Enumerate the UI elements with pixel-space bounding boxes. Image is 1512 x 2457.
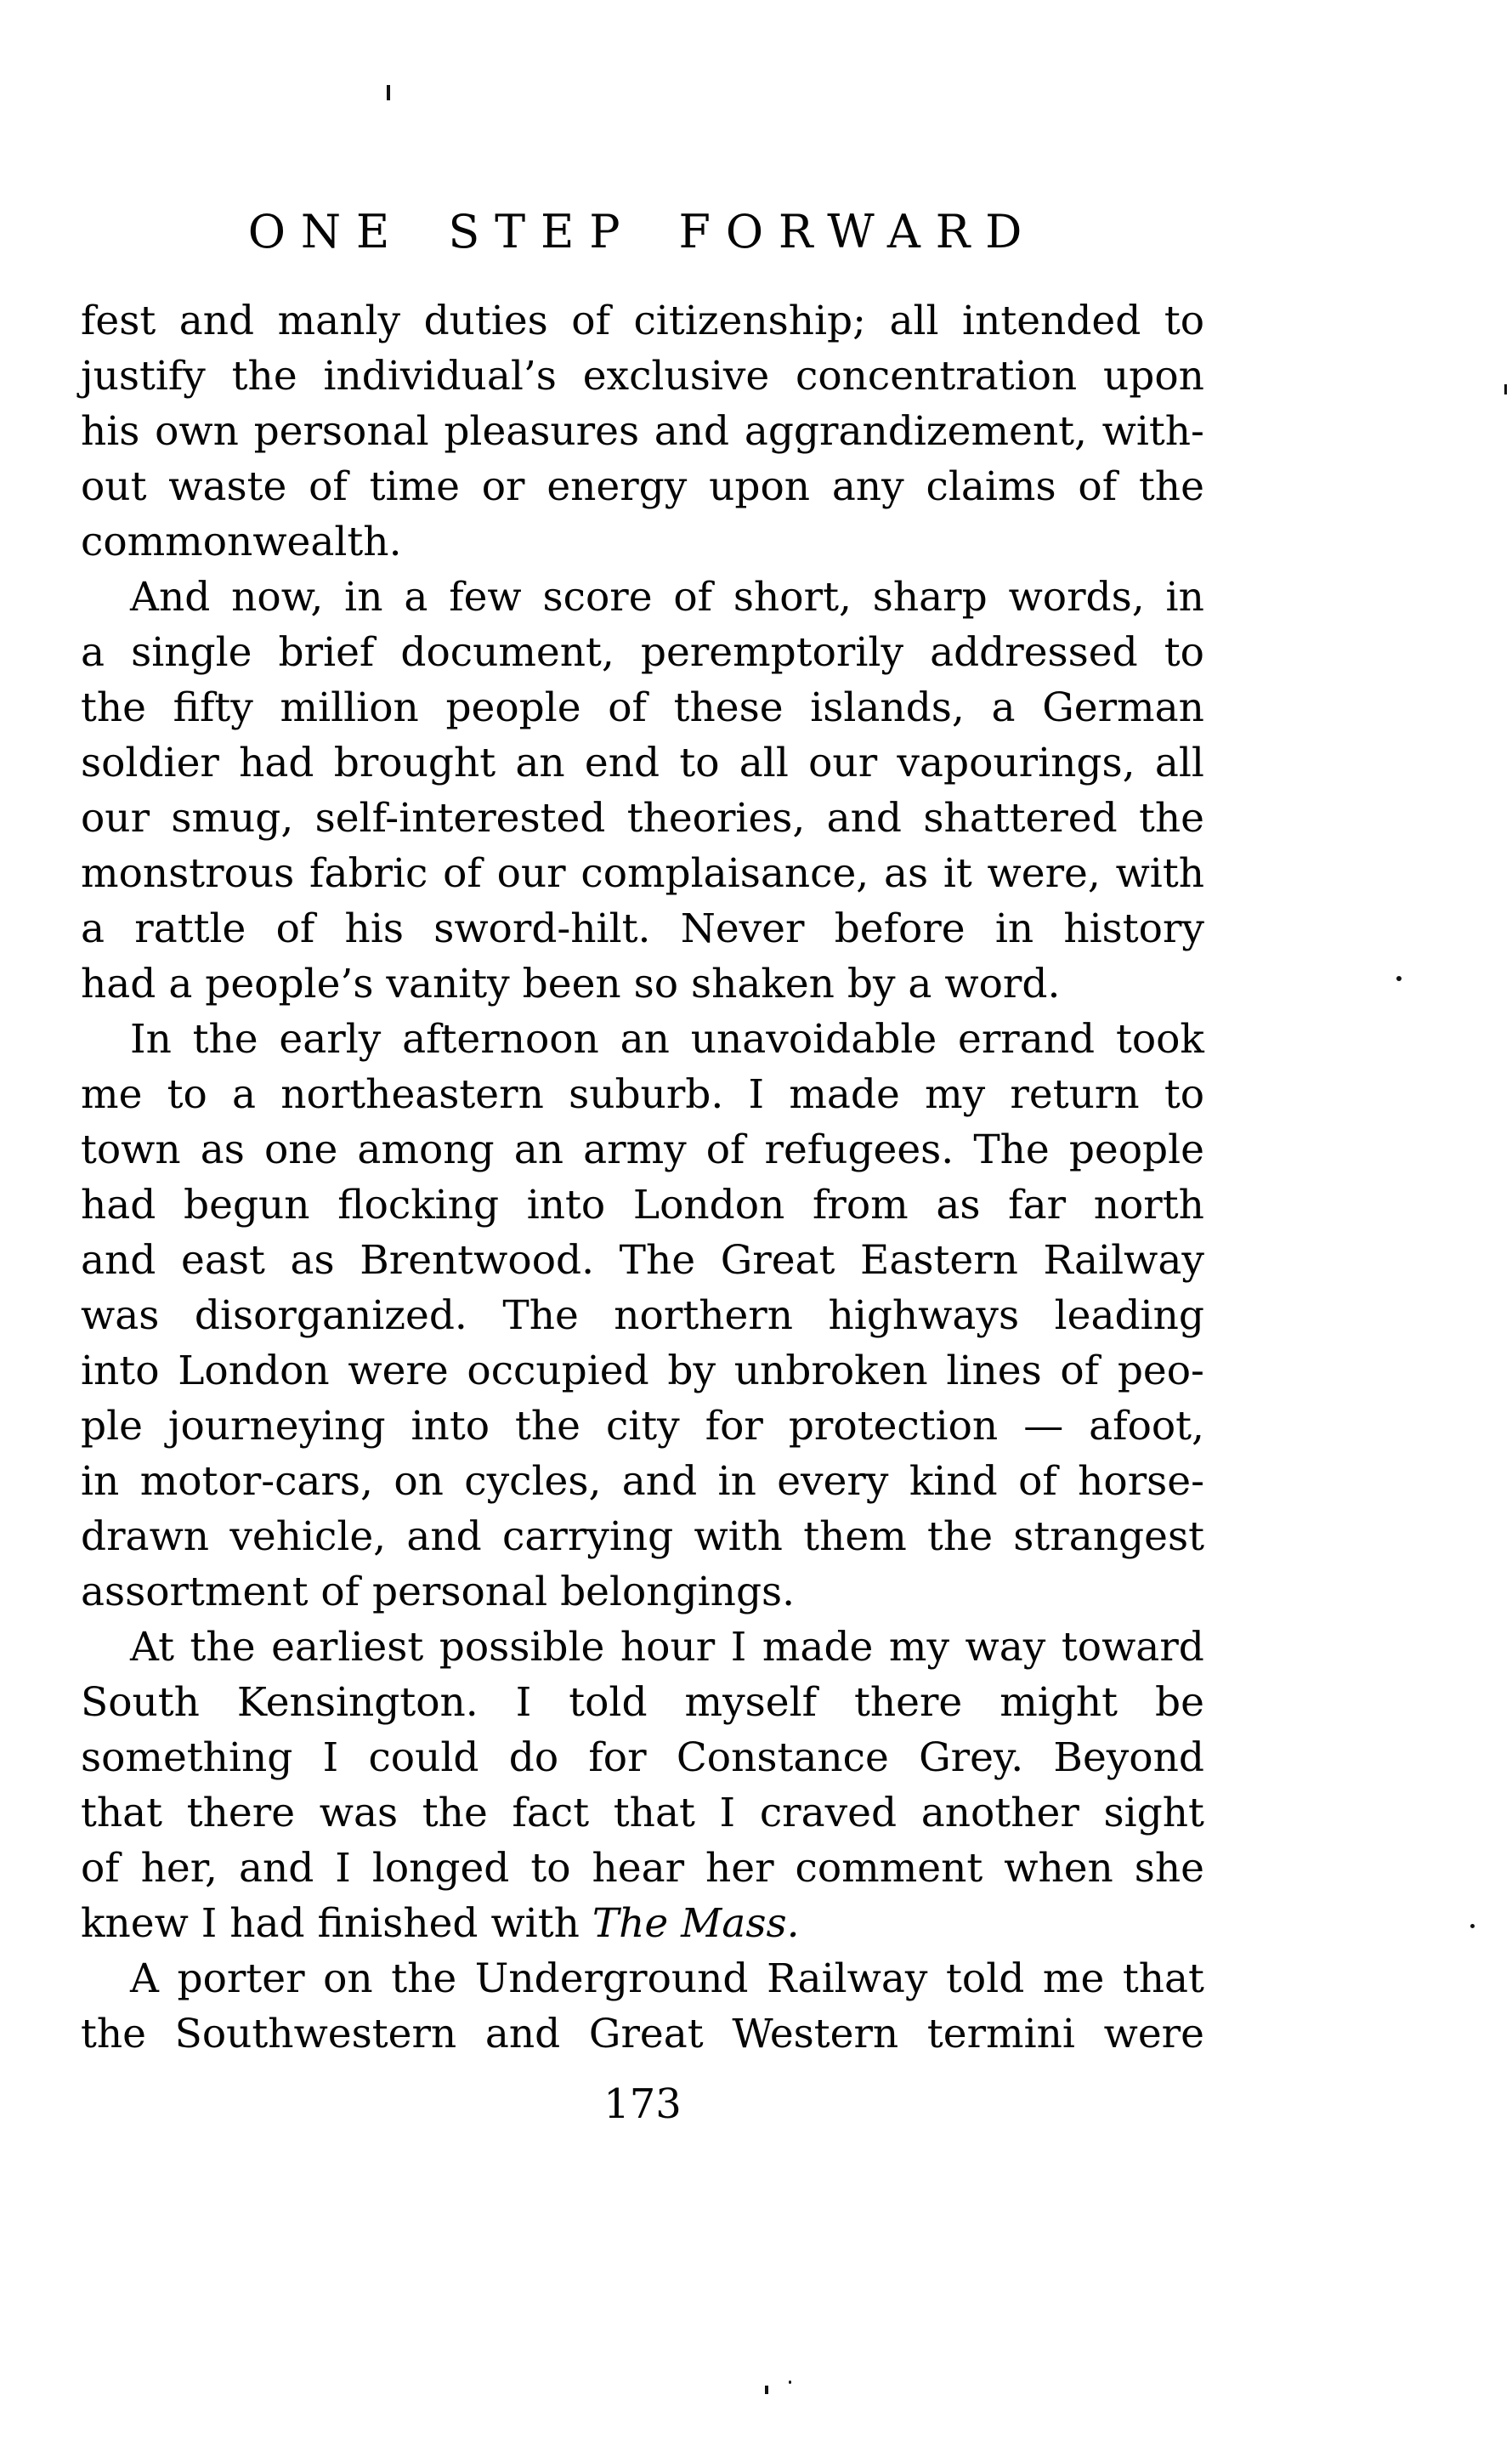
scan-speck [789,2380,791,2384]
text-line: the Southwestern and Great Western termini were [81,2011,1204,2057]
text-line: fest and manly duties of citizenship; all intended to [81,298,1204,344]
text-line: justify the individual’s exclusive concentration upon [81,353,1204,400]
text-line: the fifty million people of these islands, a German [81,684,1204,731]
text-line: drawn vehicle, and carrying with them the strangest [81,1513,1204,1560]
text-line: a single brief document, peremptorily addressed to [81,629,1204,676]
text-line: ple journeying into the city for protection — afoot, [81,1403,1204,1450]
scan-speck [1470,1924,1475,1928]
text-line: soldier had brought an end to all our vapourings, all [81,740,1204,786]
text-line: assortment of personal belongings. [81,1569,796,1615]
text-line: had a people’s vanity been so shaken by a word. [81,961,1061,1007]
text-line: into London were occupied by unbroken lines of peo- [81,1348,1204,1394]
text-line: knew I had finished with The Mass. [81,1900,800,1947]
text-line: me to a northeastern suburb. I made my return to [81,1071,1204,1118]
text-block [81,293,1204,2062]
text-line: of her, and I longed to hear her comment when she [81,1845,1204,1892]
text-line: that there was the fact that I craved another sight [81,1790,1204,1836]
text-line: something I could do for Constance Grey. Beyond [81,1734,1204,1781]
text-line: At the earliest possible hour I made my way toward [130,1624,1204,1671]
scan-speck [1504,384,1507,394]
scan-speck [387,85,390,100]
page-number: 173 [603,2080,682,2128]
text-line: And now, in a few score of short, sharp words, in [130,574,1204,621]
text-line: commonwealth. [81,519,402,565]
text-line: monstrous fabric of our complaisance, as it were, with [81,850,1204,897]
text-line: a rattle of his sword-hilt. Never before in history [81,905,1204,952]
text-line: our smug, self-interested theories, and shattered the [81,795,1204,842]
text-line: was disorganized. The northern highways leading [81,1292,1204,1339]
text-line: A porter on the Underground Railway told me that [130,1955,1204,2002]
text-line: and east as Brentwood. The Great Eastern Railway [81,1237,1204,1284]
text-line: out waste of time or energy upon any claims of the [81,463,1204,510]
running-header: ONE STEP FORWARD [247,205,1038,258]
text-line: his own personal pleasures and aggrandizement, with- [81,408,1204,455]
text-line: South Kensington. I told myself there might be [81,1679,1204,1726]
scan-speck [765,2386,768,2394]
text-line: town as one among an army of refugees. The people [81,1126,1204,1173]
text-line: had begun flocking into London from as far north [81,1182,1204,1228]
text-line: in motor-cars, on cycles, and in every kind of horse- [81,1458,1204,1505]
text-line: In the early afternoon an unavoidable errand took [130,1016,1204,1063]
scan-speck [1396,976,1402,981]
